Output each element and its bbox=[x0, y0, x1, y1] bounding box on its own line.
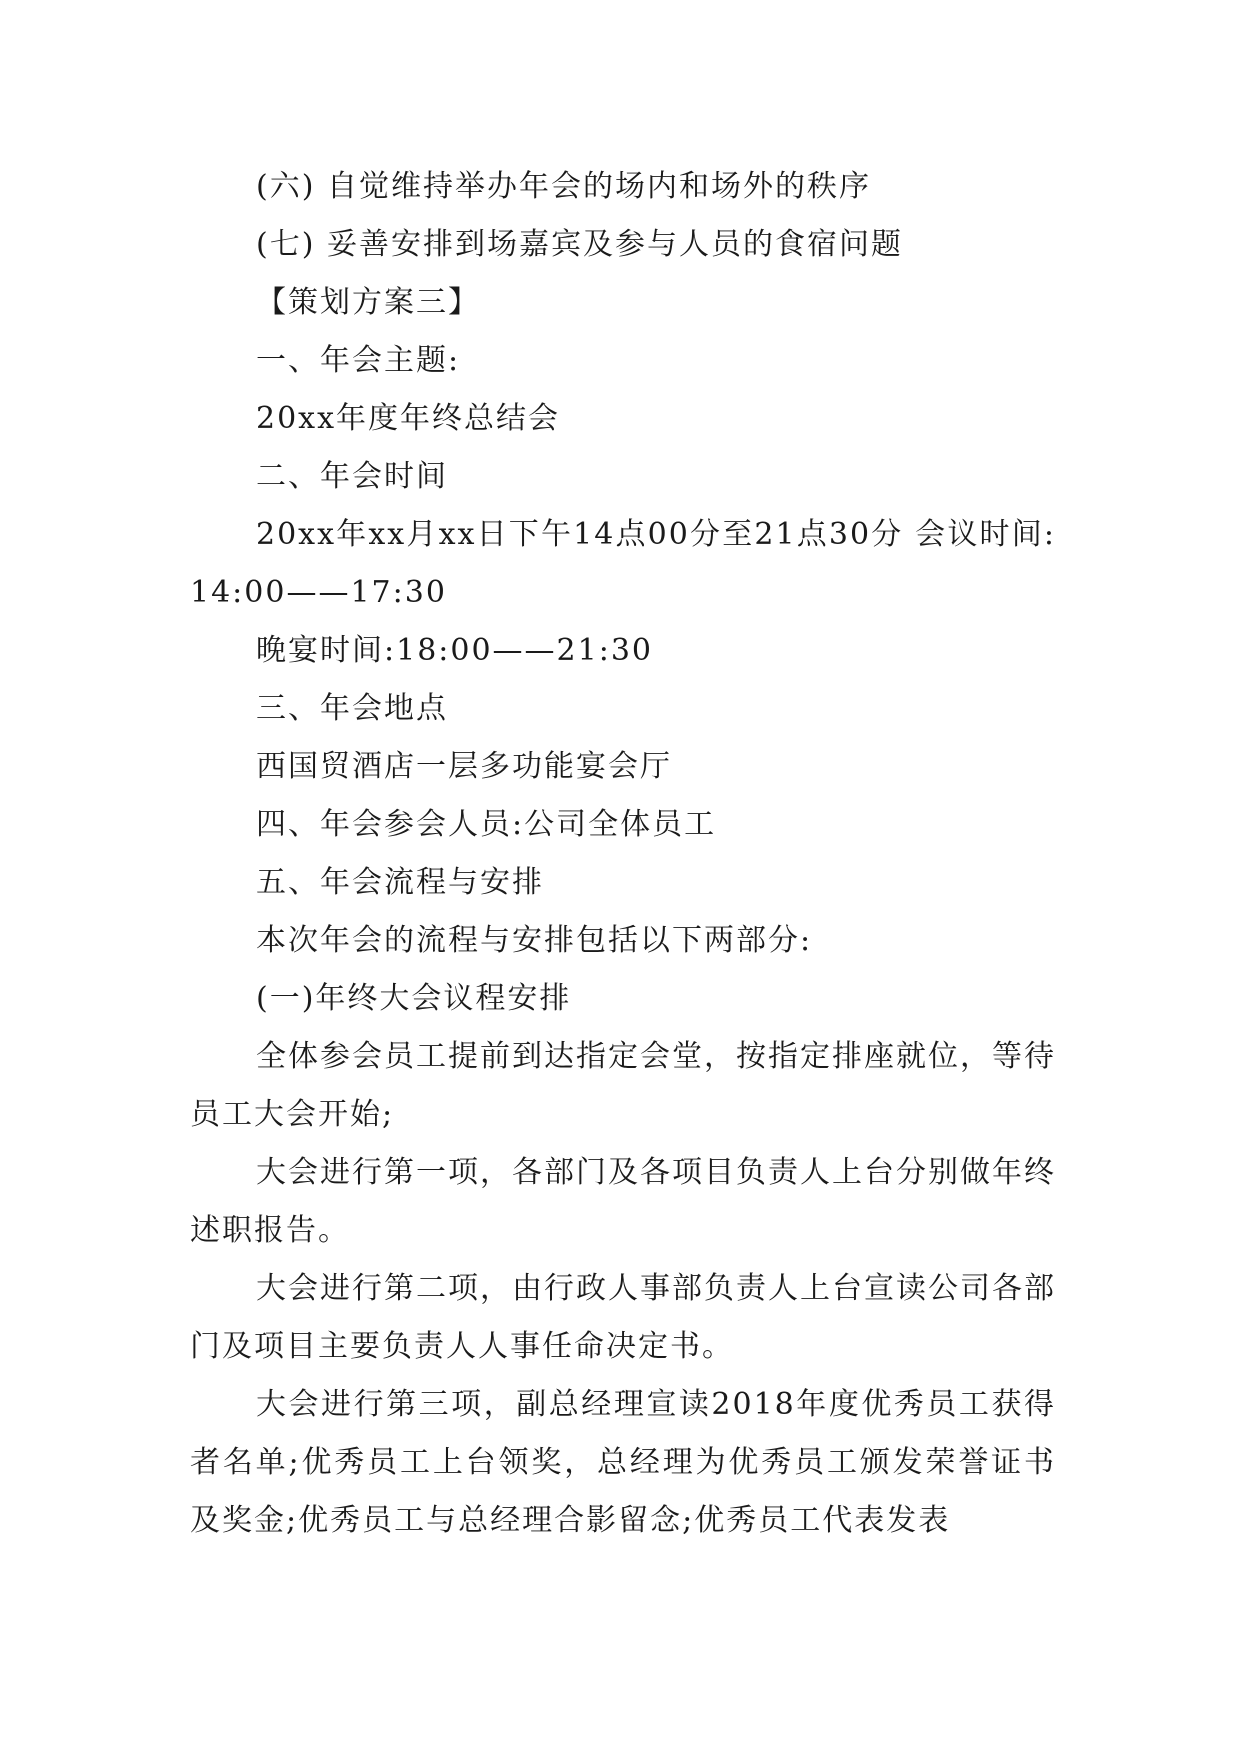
location-text: 西国贸酒店一层多功能宴会厅 bbox=[256, 749, 672, 784]
list-item-seven: (七) 妥善安排到场嘉宾及参与人员的食宿问题 bbox=[256, 227, 903, 262]
time-text: 20xx年xx月xx日下午14点00分至21点30分 会议时间:14:00——17:30 bbox=[190, 517, 1056, 610]
banquet-time-text: 晚宴时间:18:00——21:30 bbox=[256, 633, 654, 668]
document-body bbox=[190, 158, 1056, 1550]
agenda-paragraph: 大会进行第二项，由行政人事部负责人上台宣读公司各部门及项目主要负责人人事任命决定书。 bbox=[190, 1271, 1056, 1364]
heading-attendees: 四、年会参会人员:公司全体员工 bbox=[256, 807, 717, 842]
theme-text: 20xx年度年终总结会 bbox=[256, 401, 561, 436]
list-item-six: (六) 自觉维持举办年会的场内和场外的秩序 bbox=[256, 169, 871, 204]
process-intro-text: 本次年会的流程与安排包括以下两部分: bbox=[256, 923, 813, 958]
heading-location: 三、年会地点 bbox=[256, 691, 448, 726]
heading-process: 五、年会流程与安排 bbox=[256, 865, 544, 900]
subheading-agenda: (一)年终大会议程安排 bbox=[256, 981, 572, 1016]
agenda-paragraph: 全体参会员工提前到达指定会堂，按指定排座就位，等待员工大会开始; bbox=[190, 1039, 1056, 1132]
section-heading-plan-three: 【策划方案三】 bbox=[256, 285, 480, 320]
agenda-paragraph: 大会进行第一项，各部门及各项目负责人上台分别做年终述职报告。 bbox=[190, 1155, 1056, 1248]
heading-time: 二、年会时间 bbox=[256, 459, 448, 494]
agenda-paragraph: 大会进行第三项，副总经理宣读2018年度优秀员工获得者名单;优秀员工上台领奖，总经理为优秀员工颁发荣誉证书及奖金;优秀员工与总经理合影留念;优秀员工代表发表 bbox=[190, 1387, 1056, 1538]
heading-theme: 一、年会主题: bbox=[256, 343, 461, 378]
